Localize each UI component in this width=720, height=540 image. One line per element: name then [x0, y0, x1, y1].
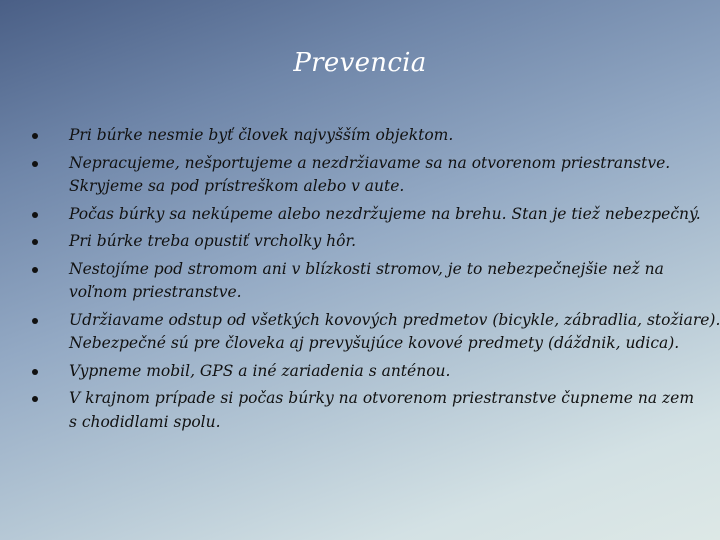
bullet-dot-icon: [32, 267, 38, 273]
bullet-text: Nebezpečné sú pre človeka aj prevyšujúce kovové predmety (dáždnik, udica).: [69, 334, 680, 352]
bullet-text: Počas búrky sa nekúpeme alebo nezdržujeme na brehu. Stan je tiež nebezpečný.: [69, 204, 701, 223]
bullet-text: Nestojíme pod stromom ani v blízkosti stromov, je to nebezpečnejšie než na: [69, 259, 664, 278]
bullet-dot-icon: [32, 318, 38, 324]
slide-title: Prevencia: [293, 48, 427, 78]
bullet-dot-icon: [32, 133, 38, 139]
bullet-dot-icon: [32, 239, 38, 245]
bullet-dot-icon: [32, 369, 38, 375]
bullet-text: Vypneme mobil, GPS a iné zariadenia s anténou.: [69, 361, 451, 380]
bullet-item: [32, 309, 720, 356]
bullet-text: Nepracujeme, nešportujeme a nezdržiavame sa na otvorenom priestranstve.: [69, 153, 671, 172]
bullet-item: [32, 203, 701, 227]
bullet-item: [32, 258, 692, 305]
bullet-dot-icon: [32, 161, 38, 167]
bullet-item: [32, 124, 692, 148]
bullet-item: [32, 387, 695, 434]
bullet-item: [32, 152, 692, 199]
bullet-list: [32, 124, 720, 438]
bullet-text: Pri búrke nesmie byť človek najvyšším objektom.: [69, 126, 454, 144]
bullet-text: Pri búrke treba opustiť vrcholky hôr.: [69, 232, 357, 250]
bullet-dot-icon: [32, 396, 38, 402]
bullet-item: [32, 360, 692, 384]
bullet-text: V krajnom prípade si počas búrky na otvorenom priestranstve čupneme na zem: [69, 389, 695, 407]
bullet-text: s chodidlami spolu.: [69, 412, 221, 431]
bullet-item: [32, 230, 692, 254]
bullet-dot-icon: [32, 212, 38, 218]
bullet-text: Udržiavame odstup od všetkých kovových predmetov (bicykle, zábradlia, stožiare).: [69, 310, 720, 329]
bullet-text: Skryjeme sa pod prístreškom alebo v aute.: [69, 177, 405, 195]
bullet-text: voľnom priestranstve.: [69, 283, 242, 301]
